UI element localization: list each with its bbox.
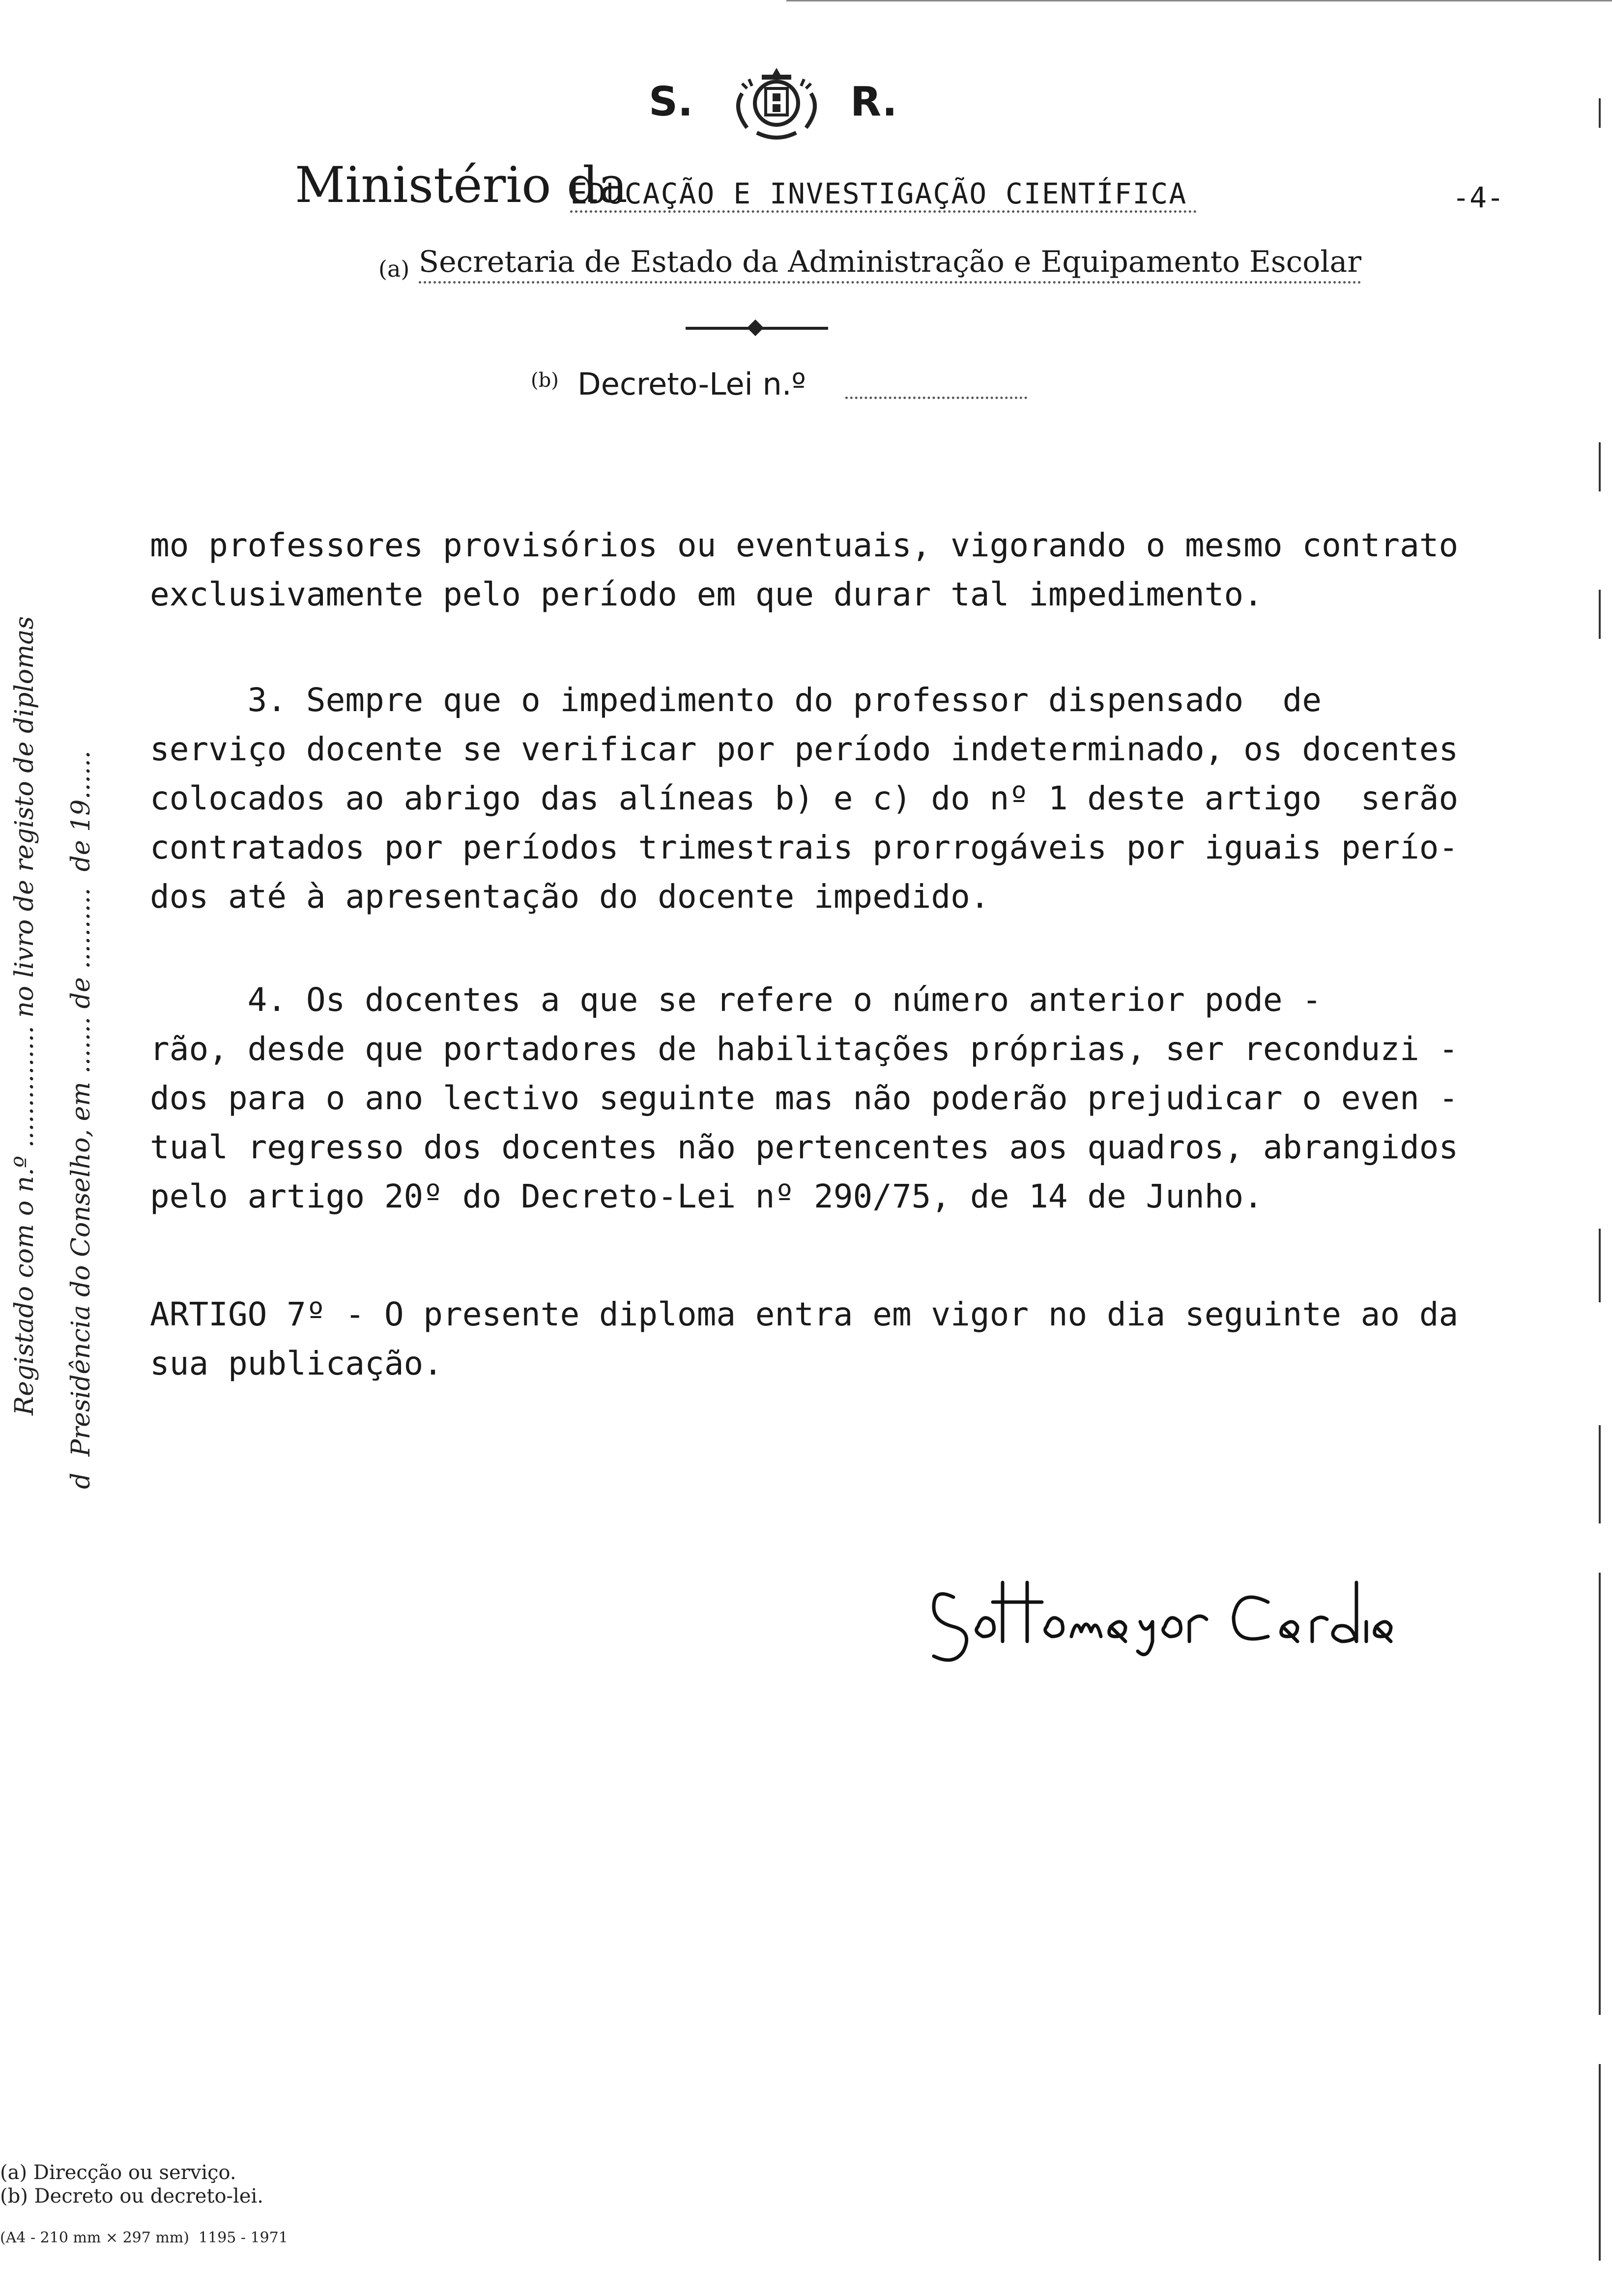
footnote-mark-b: (b) [531, 369, 559, 392]
text-line: contratados por períodos trimestrais prorrogáveis por iguais perío- [150, 829, 1459, 866]
margin-presidency-note: d Presidência do Conselho, em ....... de .......... de 19...... [66, 750, 96, 1489]
decreto-line [531, 366, 1022, 410]
secretaria-text: Secretaria de Estado da Administração e Equipamento Escolar [419, 245, 1361, 284]
decreto-label: Decreto-Lei n.º [577, 366, 806, 402]
handwritten-signature [924, 1563, 1415, 1691]
paragraph-continuation [150, 521, 1506, 619]
emblem-right-letter: R. [850, 79, 897, 125]
margin-registration-note: Registado com o n.º ............... no livro de registo de diplomas [10, 616, 39, 1415]
artigo-7 [150, 1290, 1506, 1388]
text-line: 3. Sempre que o impedimento do professor dispensado de [150, 681, 1322, 719]
text-line: exclusivamente pelo período em que durar tal impedimento. [150, 575, 1263, 613]
text-line: dos para o ano lectivo seguinte mas não poderão prejudicar o even - [150, 1079, 1459, 1117]
emblem-row [639, 59, 934, 147]
text-line: ARTIGO 7º - O presente diploma entra em vigor no dia seguinte ao da [150, 1295, 1459, 1333]
form-reference: (A4 - 210 mm × 297 mm) 1195 - 1971 [0, 2229, 288, 2246]
text-line: serviço docente se verificar por período indeterminado, os docentes [150, 730, 1459, 768]
divider-diamond [747, 319, 764, 336]
decreto-number-blank [845, 397, 1027, 399]
text-line: 4. Os docentes a que se refere o número anterior pode - [150, 981, 1322, 1019]
footnote-mark-a: (a) [378, 256, 410, 282]
ministry-line [295, 156, 1524, 215]
paragraph-4 [150, 976, 1506, 1221]
top-edge-rule [786, 0, 1612, 1]
ministry-department: EDUCAÇÃO E INVESTIGAÇÃO CIENTÍFICA [570, 177, 1197, 213]
text-line: rão, desde que portadores de habilitações próprias, ser reconduzi - [150, 1030, 1459, 1068]
text-line: tual regresso dos docentes não pertencentes aos quadros, abrangidos [150, 1128, 1459, 1166]
emblem-left-letter: S. [649, 79, 693, 125]
text-line: dos até à apresentação do docente impedido. [150, 878, 990, 916]
paragraph-3 [150, 676, 1506, 921]
page-number: -4- [1452, 181, 1504, 214]
text-line: colocados ao abrigo das alíneas b) e c) do nº 1 deste artigo serão [150, 779, 1459, 817]
coat-of-arms-icon [727, 59, 826, 143]
secretaria-line [378, 245, 1460, 289]
text-line: pelo artigo 20º do Decreto-Lei nº 290/75, de 14 de Junho. [150, 1177, 1263, 1215]
text-line: sua publicação. [150, 1345, 443, 1382]
scan-edge-artefact [1592, 0, 1607, 2296]
ministry-title: Ministério da [295, 156, 628, 214]
footnote-a: (a) Direcção ou serviço. [0, 2161, 236, 2184]
text-line: mo professores provisórios ou eventuais, vigorando o mesmo contrato [150, 526, 1459, 564]
footnote-b: (b) Decreto ou decreto-lei. [0, 2185, 264, 2208]
